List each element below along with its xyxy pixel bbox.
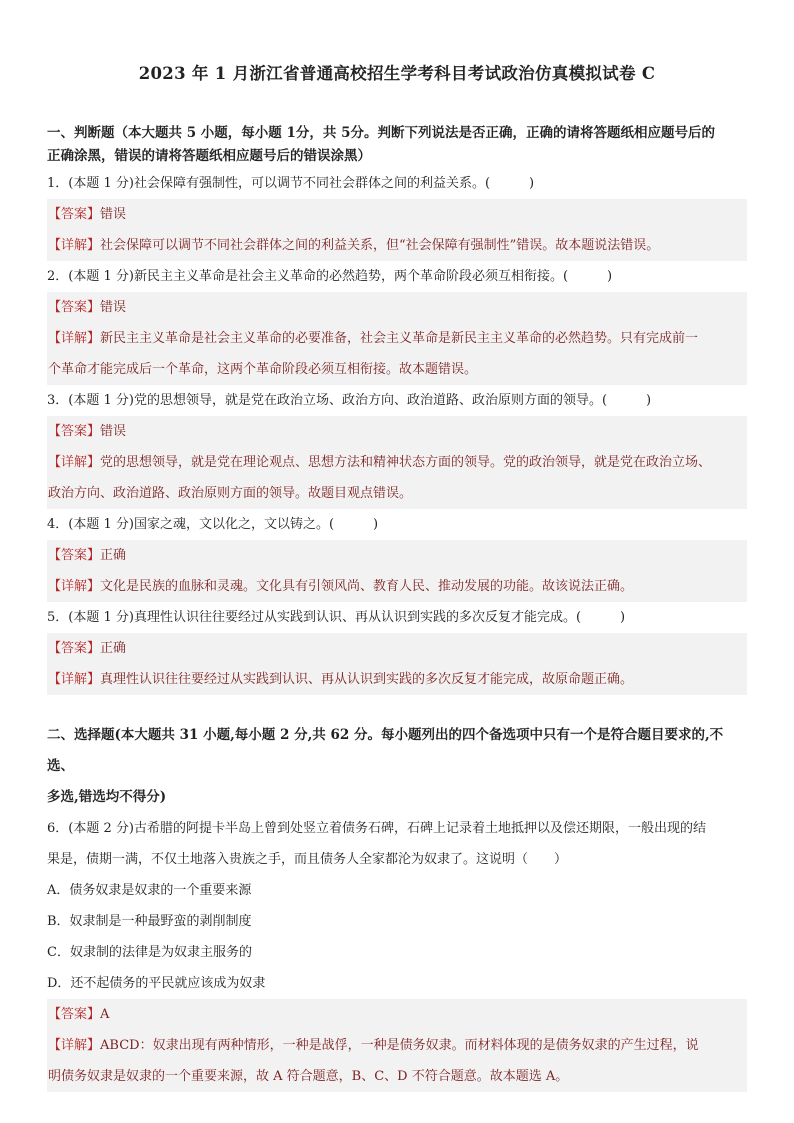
section-spacer [47,695,747,720]
detail-tag: 【详解】 [48,331,101,346]
answer-value: A [100,1007,110,1022]
question-3-detail-cont: 政治方向、政治道路、政治原则方面的领导。故题目观点错误。 [48,486,413,501]
question-6-stem [47,813,747,875]
detail-tag: 【详解】 [48,238,101,253]
detail-tag: 【详解】 [48,1038,101,1053]
detail-tag: 【详解】 [48,672,101,687]
question-2-detail [47,323,747,354]
question-2-answer [47,292,747,323]
question-2-detail-cont: 个革命才能完成后一个革命，这两个革命阶段必须互相衔接。故本题错误。 [48,362,478,377]
question-6-detail [47,1030,747,1061]
question-4-stem: 4．(本题 1 分)国家之魂，文以化之，文以铸之。( ) [47,517,379,532]
detail-tag: 【详解】 [48,579,101,594]
page-title: 2023 年 1 月浙江省普通高校招生学考科目考试政治仿真模拟试卷 C [138,64,656,83]
section-true-false [47,122,747,695]
section-multiple-choice [47,720,747,1092]
answer-value: 错误 [100,424,127,439]
detail-text: 文化是民族的血脉和灵魂。文化具有引领风尚、教育人民、推动发展的功能。故该说法正确。 [100,579,634,594]
section2-heading-line2: 多选,错选均不得分) [47,789,167,805]
detail-text: 党的思想领导，就是党在理论观点、思想方法和精神状态方面的领导。党的政治领导，就是党在政治立场、 [100,455,712,470]
question-6-stem-line2: 果是，债期一满，不仅土地落入贵族之手，而且债务人全家都沦为奴隶了。这说明（ ） [47,852,568,867]
question-5-stem: 5．(本题 1 分)真理性认识往往要经过从实践到认识、再从认识到实践的多次反复才能完成。( ) [47,610,626,625]
option-c: C．奴隶制的法律是为奴隶主服务的 [47,945,252,960]
detail-text: 社会保障可以调节不同社会群体之间的利益关系，但“社会保障有强制性”错误。故本题说法错误。 [100,238,660,253]
section2-heading [47,720,747,813]
question-5-detail [47,664,747,695]
option-d: D．还不起债务的平民就应该成为奴隶 [47,976,266,991]
question-3-detail [47,447,747,478]
question-1-answer [47,199,747,230]
question-4-answer-block [47,540,747,602]
answer-tag: 【答案】 [48,424,101,439]
answer-tag: 【答案】 [48,207,101,222]
answer-tag: 【答案】 [48,300,101,315]
detail-text: 新民主主义革命是社会主义革命的必要准备，社会主义革命是新民主主义革命的必然趋势。只有完成前一 [100,331,699,346]
answer-value: 正确 [100,641,127,656]
question-5-answer-block [47,633,747,695]
question-3-answer-block [47,416,747,509]
option-b: B．奴隶制是一种最野蛮的剥削制度 [47,914,252,929]
detail-tag: 【详解】 [48,455,101,470]
answer-tag: 【答案】 [48,1007,101,1022]
question-6-answer-block [47,999,747,1092]
question-1-stem: 1．(本题 1 分)社会保障有强制性，可以调节不同社会群体之间的利益关系。( ) [47,176,535,191]
answer-tag: 【答案】 [48,641,101,656]
question-1-answer-block [47,199,747,261]
answer-value: 正确 [100,548,127,563]
question-6-answer [47,999,747,1030]
question-3-stem: 3．(本题 1 分)党的思想领导，就是党在政治立场、政治方向、政治道路、政治原则方面的领导。( ) [47,393,652,408]
question-4-detail [47,571,747,602]
section1-heading-line1: 一、判断题（本大题共 5 小题，每小题 1分，共 5分。判断下列说法是否正确，正确的请将答题纸相应题号后的 [47,125,715,141]
detail-text: 真理性认识往往要经过从实践到认识、再从认识到实践的多次反复才能完成，故原命题正确。 [100,672,634,687]
question-6-stem-line1: 6．(本题 2 分)古希腊的阿提卡半岛上曾到处竖立着债务石碑，石碑上记录着土地抵押以及偿还期限，一般出现的结 [47,821,706,836]
question-2-stem: 2．(本题 1 分)新民主主义革命是社会主义革命的必然趋势，两个革命阶段必须互相衔接。( ) [47,269,613,284]
answer-value: 错误 [100,207,127,222]
question-3-answer [47,416,747,447]
question-4-answer [47,540,747,571]
option-a: A．债务奴隶是奴隶的一个重要来源 [47,883,252,898]
section2-heading-line1: 二、选择题(本大题共 31 小题,每小题 2 分,共 62 分。每小题列出的四个备选项中只有一个是符合题目要求的,不选、 [47,727,724,774]
question-1-detail [47,230,747,261]
question-6-detail-cont: 明债务奴隶是奴隶的一个重要来源，故 A 符合题意，B、C、D 不符合题意。故本题选 A。 [48,1069,569,1084]
question-2-answer-block [47,292,747,385]
answer-value: 错误 [100,300,127,315]
section1-heading-line2: 正确涂黑，错误的请将答题纸相应题号后的错误涂黑） [47,148,371,164]
question-5-answer [47,633,747,664]
detail-text: ABCD：奴隶出现有两种情形，一种是战俘，一种是债务奴隶。而材料体现的是债务奴隶的产生过程，说 [100,1038,699,1053]
section1-heading [47,122,747,168]
answer-tag: 【答案】 [48,548,101,563]
